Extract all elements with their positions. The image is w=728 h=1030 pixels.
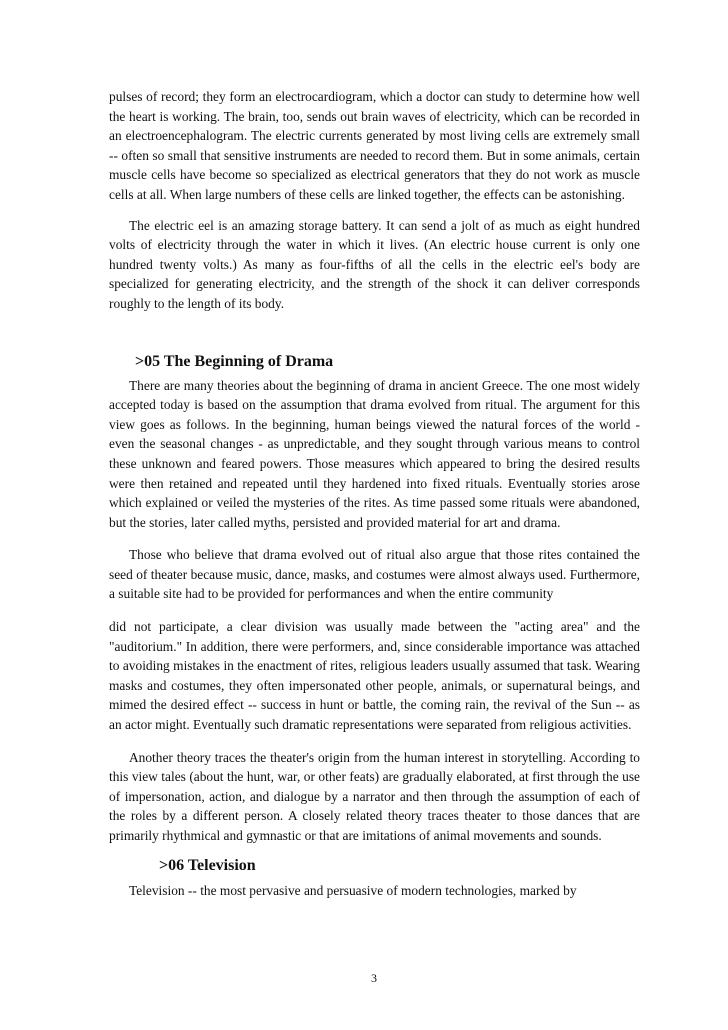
page-number: 3 [371,971,377,985]
paragraph-electric-eel: The electric eel is an amazing storage battery. It can send a jolt of as much as eight hundred volts of electricity through the water in which it lives. (An electric house current is only one hundred twenty volts.) As many as four-fifths of all the cells in the electric eel's body are specialized for generating electricity, and the strength of the shock it can deliver corresponds roughly to the length of its body. [109,217,640,311]
paragraph-electric-cells: pulses of record; they form an electrocardiogram, which a doctor can study to determine how well the heart is working. The brain, too, sends out brain waves of electricity, which can be recorded in an electroencephalogram. The electric currents generated by most living cells are extremely small -- often so small that sensitive instruments are needed to record them. But in some animals, certain muscle cells have become so specialized as electrical generators that they do not work as muscle cells at all. When large numbers of these cells are linked together, the effects can be astonishing. [109,89,640,202]
section-heading-television: >06 Television [159,856,256,874]
paragraph-ritual-argument: Those who believe that drama evolved out of ritual also argue that those rites contained the seed of theater because music, dance, masks, and costumes were almost always used. Furthermore, a suitable site had to be provided for performances and when the entire community [109,547,640,602]
paragraph-storytelling-theory: Another theory traces the theater's origin from the human interest in storytelling. According to this view tales (about the hunt, war, or other feats) are gradually elaborated, at first through the use of impersonation, action, and dialogue by a narrator and then through the assumption of each of the roles by a different person. A closely related theory traces theater to those dances that are primarily rhythmical and gymnastic or that are imitations of animal movements and sounds. [109,749,640,843]
paragraph-acting-area: did not participate, a clear division was usually made between the "acting area" and the "auditorium." In addition, there were performers, and, since considerable importance was attached to avoiding mistakes in the enactment of rites, religious leaders usually assumed that task. Wearing masks and costumes, they often impersonated other people, animals, or supernatural beings, and mimed the desired effect -- success in hunt or battle, the coming rain, the revival of the Sun -- as an actor might. Eventually such dramatic representations were separated from religious activities. [109,619,640,733]
document-page [109,87,640,900]
section-heading-drama: >05 The Beginning of Drama [135,352,334,370]
paragraph-drama-theories: There are many theories about the beginning of drama in ancient Greece. The one most widely accepted today is based on the assumption that drama evolved from ritual. The argument for this view goes as follows. In the beginning, human beings viewed the natural forces of the world - even the seasonal changes - as unpredictable, and they sought through various means to control these unknown and feared powers. Those measures which appeared to bring the desired results were then retained and repeated until they hardened into fixed rituals. Eventually stories arose which explained or veiled the mysteries of the rites. As time passed some rituals were abandoned, but the stories, later called myths, persisted and provided material for art and drama. [109,377,640,530]
paragraph-television: Television -- the most pervasive and persuasive of modern technologies, marked by [129,882,577,898]
